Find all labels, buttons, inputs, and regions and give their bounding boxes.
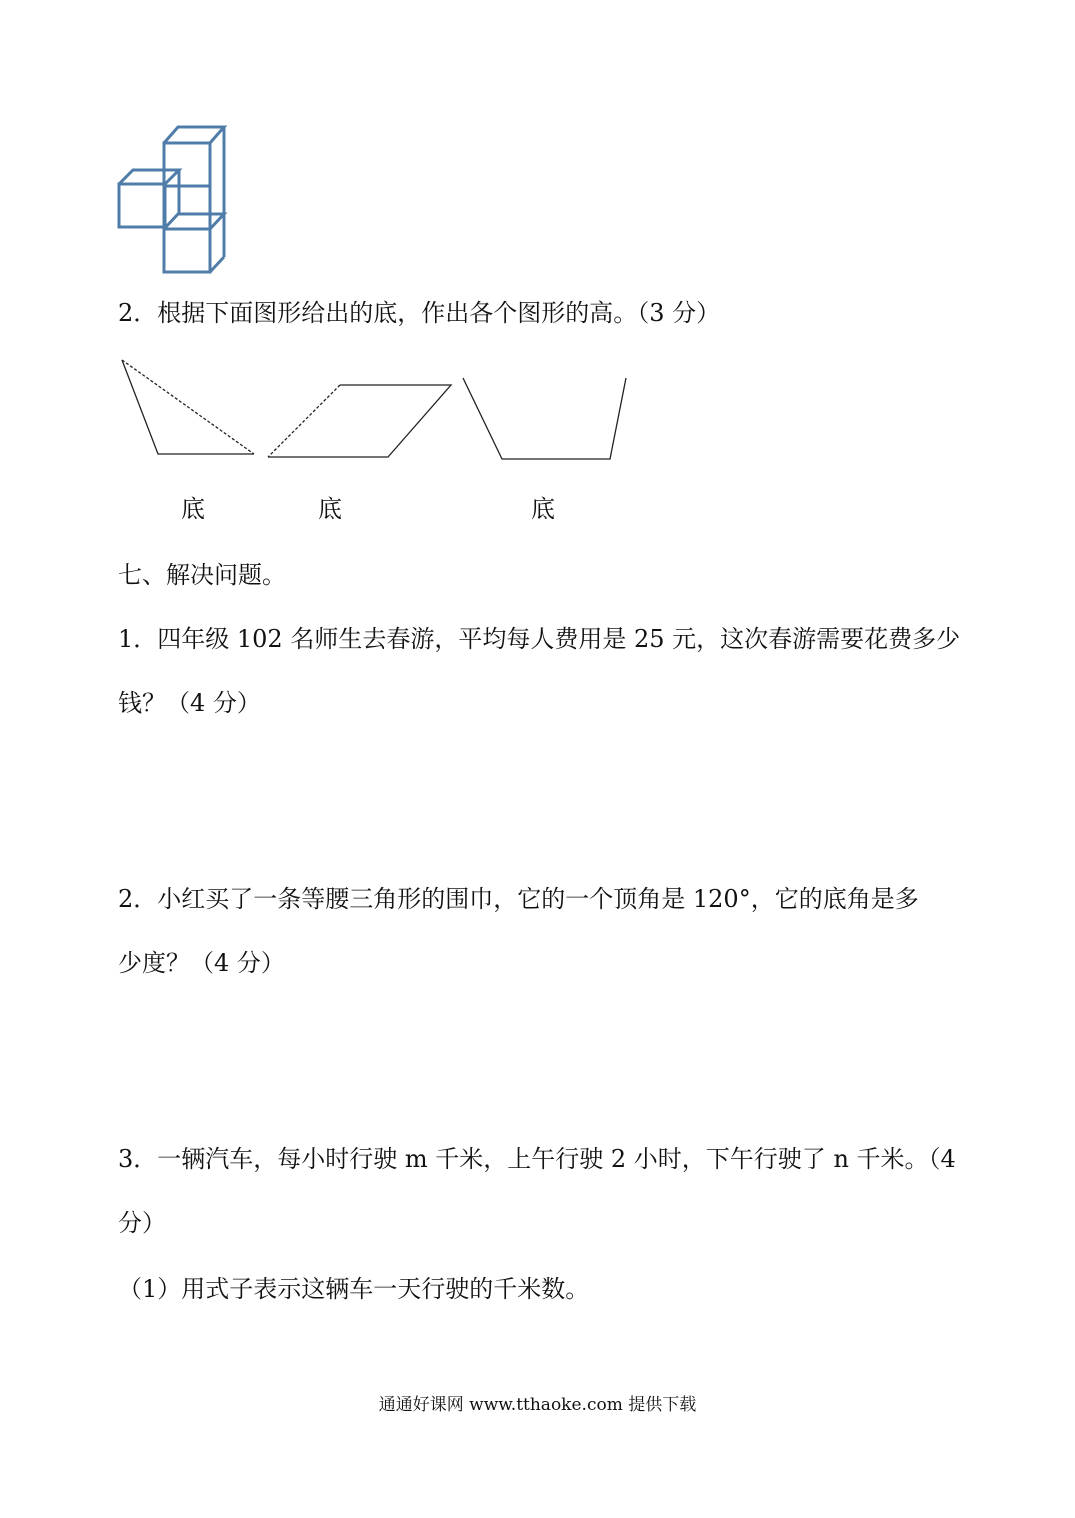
question-7-1-line-2: 钱？（4 分） (118, 689, 261, 717)
base-label-trapezoid: 底 (531, 495, 555, 523)
question-7-3-subquestion-1: （1）用式子表示这辆车一天行驶的千米数。 (118, 1275, 590, 1303)
triangle-hypotenuse (122, 360, 254, 454)
question-7-2-line-1: 2．小红买了一条等腰三角形的围巾，它的一个顶角是 120°，它的底角是多 (118, 885, 919, 913)
base-label-parallelogram: 底 (318, 495, 342, 523)
section-7-heading: 七、解决问题。 (118, 561, 286, 589)
question-6-2: 2．根据下面图形给出的底，作出各个图形的高。（3 分） (118, 299, 721, 327)
parallelogram-left-side (268, 385, 340, 457)
question-7-3-line-1: 3．一辆汽车，每小时行驶 m 千米，上午行驶 2 小时，下午行驶了 n 千米。（4 (118, 1145, 956, 1173)
question-7-3-line-2: 分） (118, 1209, 166, 1237)
page-footer: 通通好课网 www.tthaoke.com 提供下载 (378, 1395, 697, 1415)
parallelogram-shape (268, 385, 451, 457)
base-label-triangle: 底 (181, 495, 205, 523)
trapezoid-shape (463, 378, 626, 459)
question-7-1-line-1: 1．四年级 102 名师生去春游，平均每人费用是 25 元，这次春游需要花费多少 (118, 625, 961, 653)
question-7-2-line-2: 少度？（4 分） (118, 949, 285, 977)
